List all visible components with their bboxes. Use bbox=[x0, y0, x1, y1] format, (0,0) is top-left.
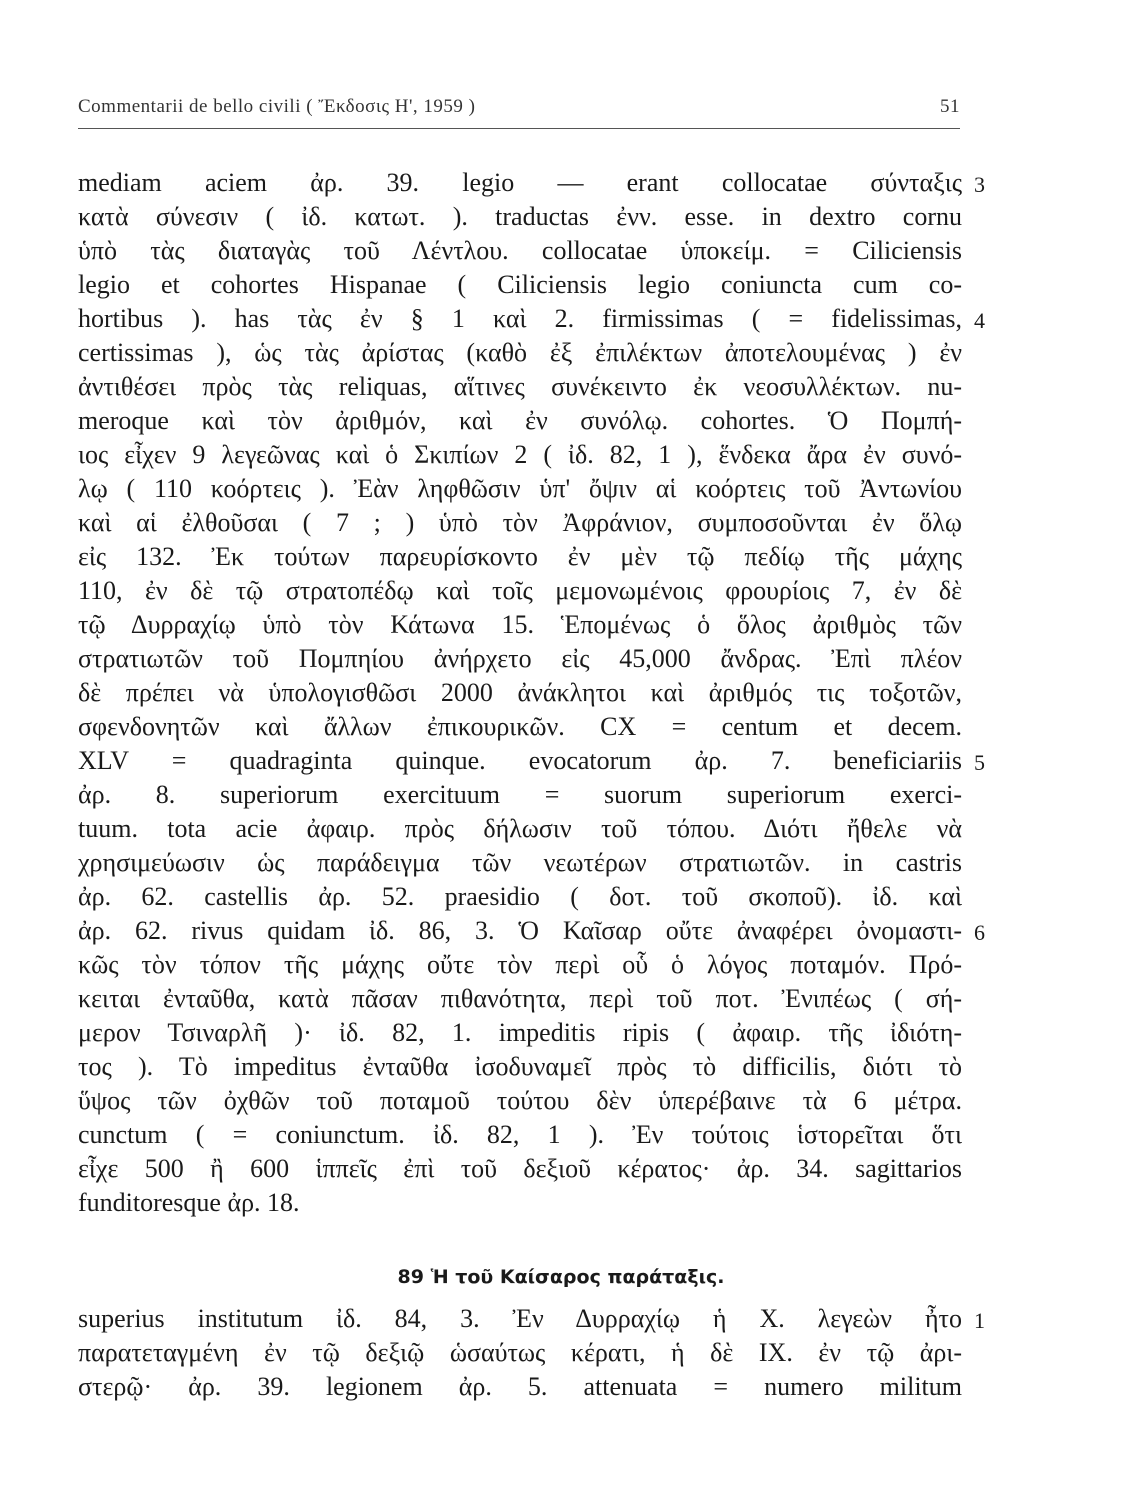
text-line: certissimas ), ὡς τὰς ἀρίστας (καθὸ ἐξ ἐπιλέκτων ἀποτελουμένας ) ἐν bbox=[78, 338, 962, 367]
margin-number: 1 bbox=[974, 1308, 985, 1333]
text-line: εἶχε 500 ἢ 600 ἱππεῖς ἐπὶ τοῦ δεξιοῦ κέρατος· ἀρ. 34. sagittarios bbox=[78, 1154, 962, 1183]
text-line: κατὰ σύνεσιν ( ἰδ. κατωτ. ). traductas ἐνν. esse. in dextro cornu bbox=[78, 202, 962, 231]
text-line: ὑπὸ τὰς διαταγὰς τοῦ Λέντλου. collocatae ὑποκείμ. = Ciliciensis bbox=[78, 236, 962, 265]
text-line: δὲ πρέπει νὰ ὑπολογισθῶσι 2000 ἀνάκλητοι καὶ ἀριθμός τις τοξοτῶν, bbox=[78, 678, 962, 707]
margin-number: 5 bbox=[974, 750, 985, 775]
text-line: ιος εἶχεν 9 λεγεῶνας καὶ ὁ Σκιπίων 2 ( ἰδ. 82, 1 ), ἕνδεκα ἄρα ἐν συνό- bbox=[78, 440, 962, 469]
margin-number: 4 bbox=[974, 308, 985, 333]
text-line: καὶ αἱ ἐλθοῦσαι ( 7 ; ) ὑπὸ τὸν Ἀφράνιον, συμποσοῦνται ἐν ὅλῳ bbox=[78, 508, 962, 537]
text-line: 110, ἐν δὲ τῷ στρατοπέδῳ καὶ τοῖς μεμονωμένοις φρουρίοις 7, ἐν δὲ bbox=[78, 576, 962, 605]
header-rule bbox=[78, 128, 960, 129]
text-line: μερον Τσιναρλῆ )· ἰδ. 82, 1. impeditis ripis ( ἀφαιρ. τῆς ἰδιότη- bbox=[78, 1018, 962, 1047]
margin-number: 6 bbox=[974, 920, 985, 945]
text-line: meroque καὶ τὸν ἀριθμόν, καὶ ἐν συνόλῳ. cohortes. Ὁ Πομπή- bbox=[78, 406, 962, 435]
text-line: εἰς 132. Ἐκ τούτων παρευρίσκοντο ἐν μὲν τῷ πεδίῳ τῆς μάχης bbox=[78, 542, 962, 571]
text-line: κῶς τὸν τόπον τῆς μάχης οὔτε τὸν περὶ οὗ ὁ λόγος ποταμόν. Πρό- bbox=[78, 950, 962, 979]
text-line: σφενδονητῶν καὶ ἄλλων ἐπικουρικῶν. CX = centum et decem. bbox=[78, 712, 962, 741]
text-line: cunctum ( = coniunctum. ἰδ. 82, 1 ). Ἐν τούτοις ἱστορεῖται ὅτι bbox=[78, 1120, 962, 1149]
page-number: 51 bbox=[940, 96, 960, 117]
running-header bbox=[78, 96, 960, 118]
text-line: χρησιμεύωσιν ὡς παράδειγμα τῶν νεωτέρων στρατιωτῶν. in castris bbox=[78, 848, 962, 877]
text-line: hortibus ). has τὰς ἐν § 1 καὶ 2. firmissimas ( = fidelissimas, bbox=[78, 304, 962, 333]
text-line: superius institutum ἰδ. 84, 3. Ἐν Δυρραχίῳ ἡ X. λεγεὼν ἦτο bbox=[78, 1304, 962, 1333]
text-line: funditoresque ἀρ. 18. bbox=[78, 1188, 300, 1217]
margin-number: 3 bbox=[974, 172, 985, 197]
section-heading: 89 Ἡ τοῦ Καίσαρος παράταξις. bbox=[397, 1266, 725, 1288]
running-title: Commentarii de bello civili ( Ἔκδοσις Η', 1959 ) bbox=[78, 96, 476, 117]
text-line: ἀρ. 62. rivus quidam ἰδ. 86, 3. Ὁ Καῖσαρ οὔτε ἀναφέρει ὀνομαστι- bbox=[78, 916, 962, 945]
text-line: κειται ἐνταῦθα, κατὰ πᾶσαν πιθανότητα, περὶ τοῦ ποτ. Ἐνιπέως ( σή- bbox=[78, 984, 962, 1013]
text-line: legio et cohortes Hispanae ( Ciliciensis legio coniuncta cum co- bbox=[78, 270, 962, 299]
text-line: στερῷ· ἀρ. 39. legionem ἀρ. 5. attenuata = numero militum bbox=[78, 1372, 962, 1401]
text-line: τῷ Δυρραχίῳ ὑπὸ τὸν Κάτωνα 15. Ἑπομένως ὁ ὅλος ἀριθμὸς τῶν bbox=[78, 610, 962, 639]
text-line: λῳ ( 110 κοόρτεις ). Ἐὰν ληφθῶσιν ὑπ' ὄψιν αἱ κοόρτεις τοῦ Ἀντωνίου bbox=[78, 474, 962, 503]
text-line: ὕψος τῶν ὀχθῶν τοῦ ποταμοῦ τούτου δὲν ὑπερέβαινε τὰ 6 μέτρα. bbox=[78, 1086, 962, 1115]
text-line: παρατεταγμένη ἐν τῷ δεξιῷ ὡσαύτως κέρατι, ἡ δὲ IX. ἐν τῷ ἀρι- bbox=[78, 1338, 962, 1367]
text-line: ἀρ. 8. superiorum exercituum = suorum superiorum exerci- bbox=[78, 780, 962, 809]
text-line: στρατιωτῶν τοῦ Πομπηίου ἀνήρχετο εἰς 45,000 ἄνδρας. Ἐπὶ πλέον bbox=[78, 644, 962, 673]
text-line: ἀρ. 62. castellis ἀρ. 52. praesidio ( δοτ. τοῦ σκοποῦ). ἰδ. καὶ bbox=[78, 882, 962, 911]
text-line: τος ). Τὸ impeditus ἐνταῦθα ἰσοδυναμεῖ πρὸς τὸ difficilis, διότι τὸ bbox=[78, 1052, 962, 1081]
text-line: tuum. tota acie ἀφαιρ. πρὸς δήλωσιν τοῦ τόπου. Διότι ἤθελε νὰ bbox=[78, 814, 962, 843]
text-line: mediam aciem ἀρ. 39. legio — erant collocatae σύνταξις bbox=[78, 168, 962, 197]
text-line: ἀντιθέσει πρὸς τὰς reliquas, αἵτινες συνέκειντο ἐκ νεοσυλλέκτων. nu- bbox=[78, 372, 962, 401]
text-line: XLV = quadraginta quinque. evocatorum ἀρ. 7. beneficiariis bbox=[78, 746, 962, 775]
